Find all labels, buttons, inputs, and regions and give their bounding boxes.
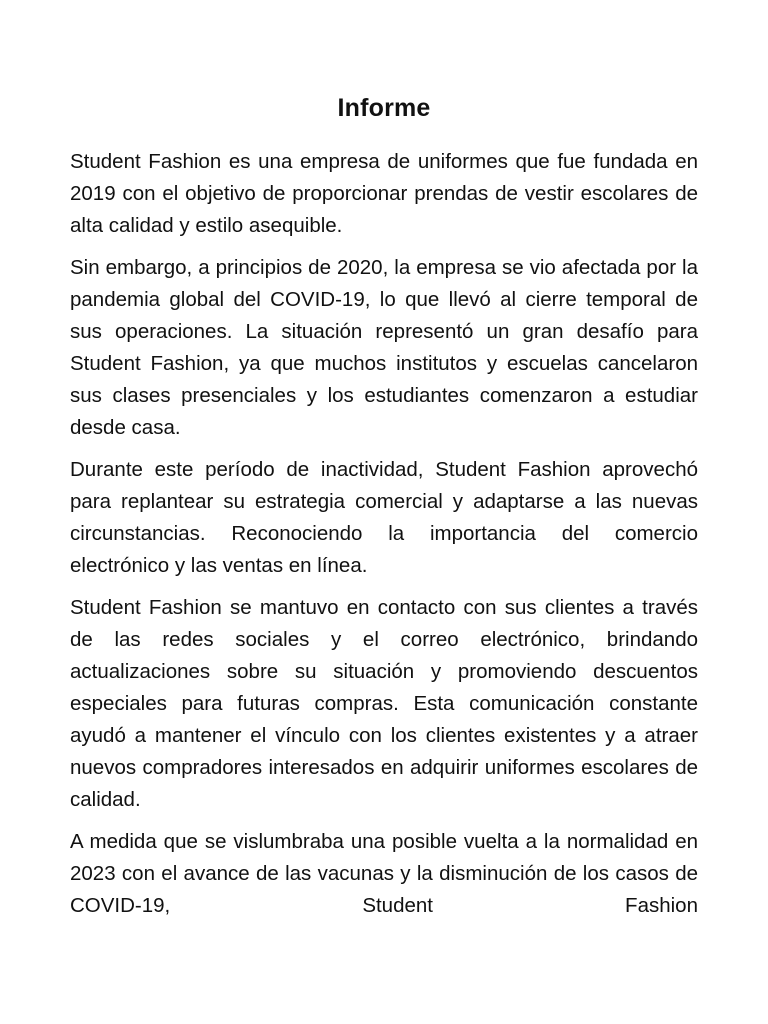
paragraph-pandemic: Sin embargo, a principios de 2020, la empresa se vio afectada por la pandemia global del COVID-19, lo que llevó al cierre temporal de sus operaciones. La situación representó un gran desafío para Student Fashion, ya que muchos institutos y escuelas cancelaron sus clases presenciales y los estudiantes comenzaron a estudiar desde casa.	[70, 256, 698, 439]
paragraph-strategy: Durante este período de inactividad, Student Fashion aprovechó para replantear su estrategia comercial y adaptarse a las nuevas circunstancias. Reconociendo la importancia del comercio electrónico y las ventas en línea.	[70, 458, 698, 577]
paragraph-intro: Student Fashion es una empresa de uniformes que fue fundada en 2019 con el objetivo de proporcionar prendas de vestir escolares de alta calidad y estilo asequible.	[70, 150, 698, 237]
paragraph-communication: Student Fashion se mantuvo en contacto con sus clientes a través de las redes sociales y el correo electrónico, brindando actualizaciones sobre su situación y promoviendo descuentos especiales para futuras compras. Esta comunicación constante ayudó a mantener el vínculo con los clientes existentes y a atraer nuevos compradores interesados en adquirir uniformes escolares de calidad.	[70, 596, 698, 811]
paragraph-recovery: A medida que se vislumbraba una posible vuelta a la normalidad en 2023 con el avance de las vacunas y la disminución de los casos de COVID-19, Student Fashion	[70, 830, 698, 917]
document-body	[70, 88, 698, 932]
document-title: Informe	[337, 94, 431, 122]
